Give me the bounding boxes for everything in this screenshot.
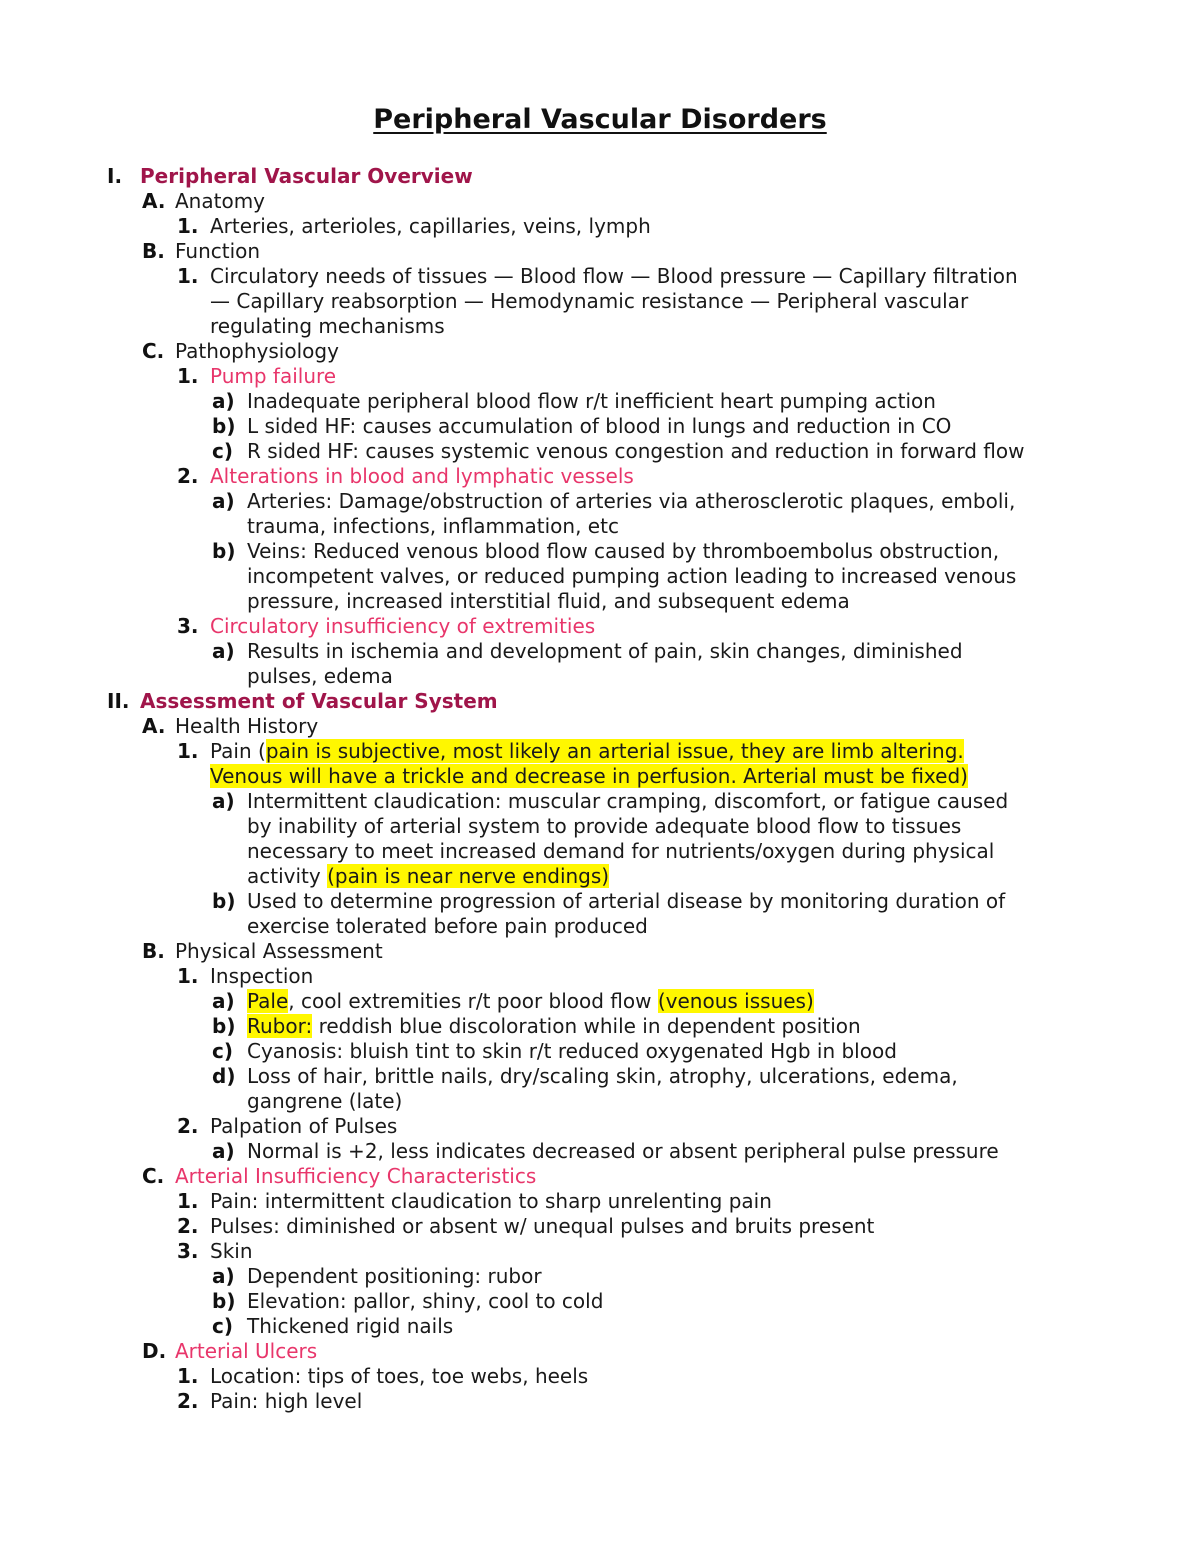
item-continuation: regulating mechanisms	[210, 314, 445, 338]
list-item	[212, 989, 814, 1014]
list-item	[177, 1364, 588, 1389]
list-marker: 1.	[177, 1364, 199, 1388]
list-marker: a)	[212, 789, 235, 813]
list-item	[177, 364, 336, 389]
list-marker: 3.	[177, 614, 199, 638]
item-text: Arteries: Damage/obstruction of arteries via atherosclerotic plaques, emboli,	[247, 489, 1016, 513]
list-marker: b)	[212, 889, 236, 913]
list-item	[142, 339, 339, 364]
item-text: Inadequate peripheral blood flow r/t inefficient heart pumping action	[247, 389, 936, 413]
list-item	[212, 489, 1015, 514]
list-item	[212, 439, 1024, 464]
list-item	[212, 389, 936, 414]
item-text: Loss of hair, brittle nails, dry/scaling skin, atrophy, ulcerations, edema,	[247, 1064, 958, 1088]
item-text: Skin	[210, 1239, 253, 1263]
item-text: Cyanosis: bluish tint to skin r/t reduced oxygenated Hgb in blood	[247, 1039, 897, 1063]
list-marker: 1.	[177, 264, 199, 288]
item-text: Arteries, arterioles, capillaries, veins, lymph	[210, 214, 651, 238]
list-item	[177, 1389, 362, 1414]
section-1-heading	[107, 164, 473, 189]
list-marker: A.	[142, 714, 166, 738]
item-text: Pathophysiology	[175, 339, 339, 363]
item-text: Veins: Reduced venous blood flow caused by thromboembolus obstruction,	[247, 539, 1000, 563]
list-item	[177, 614, 595, 639]
list-marker: d)	[212, 1064, 236, 1088]
list-item	[212, 1139, 999, 1164]
list-item	[212, 1289, 603, 1314]
item-text: Health History	[175, 714, 319, 738]
list-item	[177, 1214, 874, 1239]
highlighted-text: (venous issues)	[657, 989, 814, 1013]
item-text: , cool extremities r/t poor blood flow	[288, 989, 658, 1013]
list-marker: a)	[212, 989, 235, 1013]
item-continuation: — Capillary reabsorption — Hemodynamic resistance — Peripheral vascular	[210, 289, 969, 313]
list-item	[212, 539, 999, 564]
list-marker: 2.	[177, 464, 199, 488]
item-text: Inspection	[210, 964, 314, 988]
list-item	[142, 239, 260, 264]
document-title: Peripheral Vascular Disorders	[373, 104, 827, 135]
list-marker: 2.	[177, 1114, 199, 1138]
list-marker: A.	[142, 189, 166, 213]
item-continuation: exercise tolerated before pain produced	[247, 914, 648, 938]
item-text: Pain: intermittent claudication to sharp unrelenting pain	[210, 1189, 772, 1213]
list-item	[212, 1064, 958, 1089]
item-text: Elevation: pallor, shiny, cool to cold	[247, 1289, 604, 1313]
heading-text: Assessment of Vascular System	[140, 689, 498, 713]
item-text: activity	[247, 864, 328, 888]
item-continuation: by inability of arterial system to provide adequate blood flow to tissues	[247, 814, 962, 838]
list-item	[177, 964, 313, 989]
list-item	[142, 714, 318, 739]
list-marker: 3.	[177, 1239, 199, 1263]
heading-text: Peripheral Vascular Overview	[140, 164, 473, 188]
subheading-text: Arterial Ulcers	[175, 1339, 318, 1363]
list-item	[142, 1339, 317, 1364]
list-marker: b)	[212, 539, 236, 563]
list-item	[177, 264, 1018, 289]
highlighted-text: Rubor:	[247, 1014, 313, 1038]
list-marker: b)	[212, 1289, 236, 1313]
item-continuation: pressure, increased interstitial fluid, and subsequent edema	[247, 589, 850, 613]
item-text: Anatomy	[175, 189, 266, 213]
list-item	[142, 1164, 536, 1189]
list-item	[212, 789, 1008, 814]
list-item	[177, 739, 964, 764]
list-item	[177, 464, 634, 489]
item-text: Physical Assessment	[175, 939, 383, 963]
list-marker: C.	[142, 339, 165, 363]
list-marker: c)	[212, 1039, 233, 1063]
list-marker: c)	[212, 439, 233, 463]
list-marker: b)	[212, 414, 236, 438]
subheading-text: Pump failure	[210, 364, 337, 388]
list-marker: a)	[212, 489, 235, 513]
list-item	[212, 1314, 453, 1339]
item-text: L sided HF: causes accumulation of blood in lungs and reduction in CO	[247, 414, 952, 438]
list-marker: 2.	[177, 1214, 199, 1238]
item-text: Results in ischemia and development of pain, skin changes, diminished	[247, 639, 963, 663]
item-continuation: incompetent valves, or reduced pumping action leading to increased venous	[247, 564, 1017, 588]
item-text: Function	[175, 239, 261, 263]
list-item	[142, 939, 383, 964]
section-2-heading	[107, 689, 498, 714]
list-item	[212, 889, 1005, 914]
item-text: Normal is +2, less indicates decreased or absent peripheral pulse pressure	[247, 1139, 999, 1163]
item-text: reddish blue discoloration while in dependent position	[312, 1014, 861, 1038]
list-item	[177, 1239, 253, 1264]
item-continuation	[210, 764, 968, 789]
item-text: Thickened rigid nails	[247, 1314, 454, 1338]
item-text: Pain (	[210, 739, 266, 763]
list-item	[142, 189, 265, 214]
list-marker: c)	[212, 1314, 233, 1338]
list-marker: 1.	[177, 964, 199, 988]
item-text: Used to determine progression of arterial disease by monitoring duration of	[247, 889, 1006, 913]
list-marker: I.	[107, 164, 123, 188]
list-marker: D.	[142, 1339, 167, 1363]
highlighted-text: pain is subjective, most likely an arterial issue, they are limb altering.	[265, 739, 964, 763]
item-continuation: necessary to meet increased demand for nutrients/oxygen during physical	[247, 839, 995, 863]
list-marker: 1.	[177, 1189, 199, 1213]
list-item	[212, 1039, 897, 1064]
item-text: Location: tips of toes, toe webs, heels	[210, 1364, 589, 1388]
highlighted-text: Venous will have a trickle and decrease in perfusion. Arterial must be fixed)	[210, 764, 968, 788]
item-continuation: trauma, infections, inflammation, etc	[247, 514, 619, 538]
subheading-text: Circulatory insufficiency of extremities	[210, 614, 596, 638]
item-text: R sided HF: causes systemic venous congestion and reduction in forward flow	[247, 439, 1025, 463]
list-marker: a)	[212, 1264, 235, 1288]
item-text: Circulatory needs of tissues — Blood flow — Blood pressure — Capillary filtration	[210, 264, 1018, 288]
subheading-text: Alterations in blood and lymphatic vessels	[210, 464, 634, 488]
list-marker: II.	[107, 689, 130, 713]
item-text: Dependent positioning: rubor	[247, 1264, 542, 1288]
item-continuation	[247, 864, 609, 889]
list-item	[177, 1189, 772, 1214]
list-marker: a)	[212, 389, 235, 413]
list-marker: 1.	[177, 739, 199, 763]
highlighted-text: Pale	[247, 989, 289, 1013]
list-marker: 1.	[177, 364, 199, 388]
item-text: Pulses: diminished or absent w/ unequal pulses and bruits present	[210, 1214, 875, 1238]
item-continuation: pulses, edema	[247, 664, 393, 688]
list-marker: a)	[212, 1139, 235, 1163]
list-marker: b)	[212, 1014, 236, 1038]
item-text: Palpation of Pulses	[210, 1114, 398, 1138]
list-marker: 2.	[177, 1389, 199, 1413]
item-text: Intermittent claudication: muscular cramping, discomfort, or fatigue caused	[247, 789, 1009, 813]
list-item	[177, 1114, 397, 1139]
item-continuation: gangrene (late)	[247, 1089, 403, 1113]
list-marker: a)	[212, 639, 235, 663]
list-item	[212, 639, 963, 664]
subheading-text: Arterial Insufficiency Characteristics	[175, 1164, 537, 1188]
list-item	[212, 414, 951, 439]
list-marker: 1.	[177, 214, 199, 238]
list-marker: B.	[142, 939, 165, 963]
list-item	[212, 1014, 861, 1039]
highlighted-text: (pain is near nerve endings)	[327, 864, 610, 888]
list-item	[177, 214, 651, 239]
item-text: Pain: high level	[210, 1389, 363, 1413]
list-marker: C.	[142, 1164, 165, 1188]
list-marker: B.	[142, 239, 165, 263]
list-item	[212, 1264, 542, 1289]
